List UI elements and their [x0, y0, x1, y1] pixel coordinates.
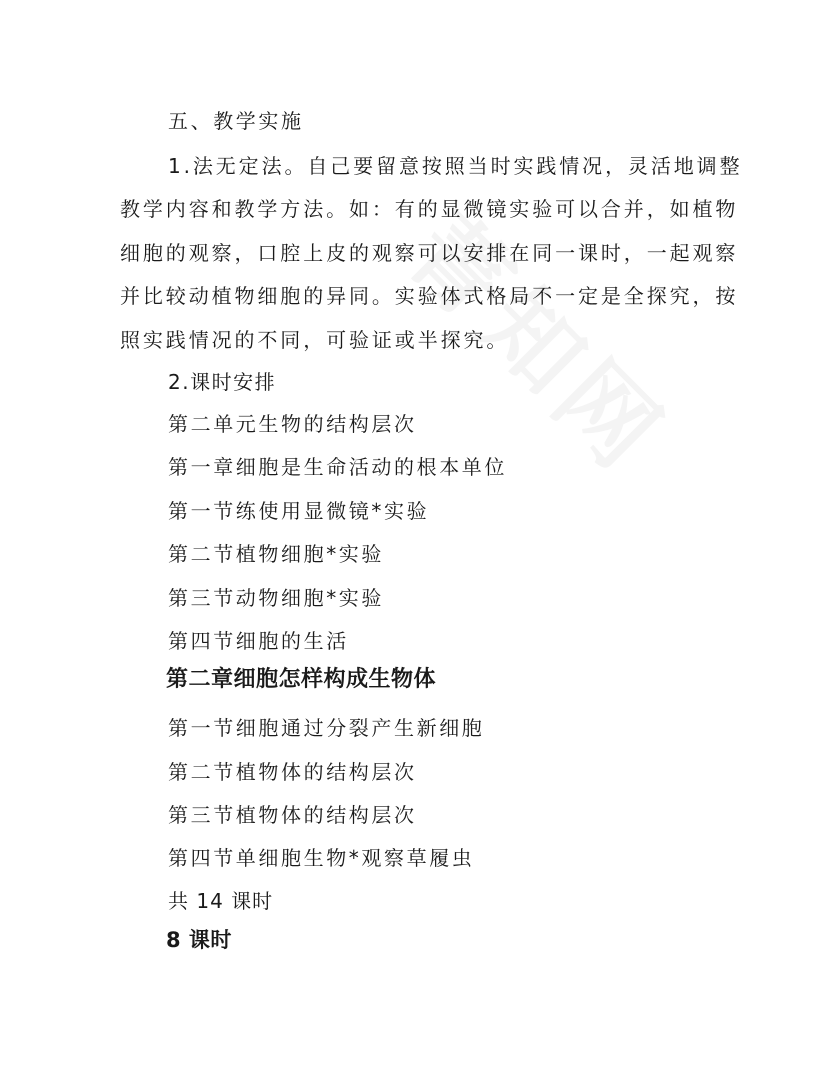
- hours-8: 8 课时: [166, 928, 232, 952]
- ch2-sec1: 第一节细胞通过分裂产生新细胞: [168, 716, 485, 740]
- schedule-chapter1: 第一章细胞是生命活动的根本单位: [168, 455, 507, 479]
- item1-line-2: 教学内容和教学方法。如：有的显微镜实验可以合并，如植物: [120, 197, 739, 221]
- item1-line-3: 细胞的观察，口腔上皮的观察可以安排在同一课时，一起观察: [120, 241, 739, 265]
- schedule-ch1-sec4: 第四节细胞的生活: [168, 629, 349, 653]
- section-title: 五、教学实施: [168, 109, 304, 133]
- item1-line-1: 1.法无定法。自己要留意按照当时实践情况，灵活地调整: [168, 154, 743, 178]
- schedule-ch1-sec2: 第二节植物细胞*实验: [168, 542, 384, 566]
- schedule-ch1-sec3: 第三节动物细胞*实验: [168, 586, 384, 610]
- item2-title: 2.课时安排: [168, 370, 277, 394]
- item1-line-5: 照实践情况的不同，可验证或半探究。: [120, 328, 510, 352]
- schedule-unit: 第二单元生物的结构层次: [168, 412, 417, 436]
- ch2-sec2: 第二节植物体的结构层次: [168, 760, 417, 784]
- chapter2-title: 第二章细胞怎样构成生物体: [166, 667, 437, 692]
- schedule-ch1-sec1: 第一节练使用显微镜*实验: [168, 499, 430, 523]
- total-hours: 共 14 课时: [168, 889, 274, 913]
- item1-line-4: 并比较动植物细胞的异同。实验体式格局不一定是全探究，按: [120, 284, 739, 308]
- ch2-sec4: 第四节单细胞生物*观察草履虫: [168, 846, 475, 870]
- ch2-sec3: 第三节植物体的结构层次: [168, 803, 417, 827]
